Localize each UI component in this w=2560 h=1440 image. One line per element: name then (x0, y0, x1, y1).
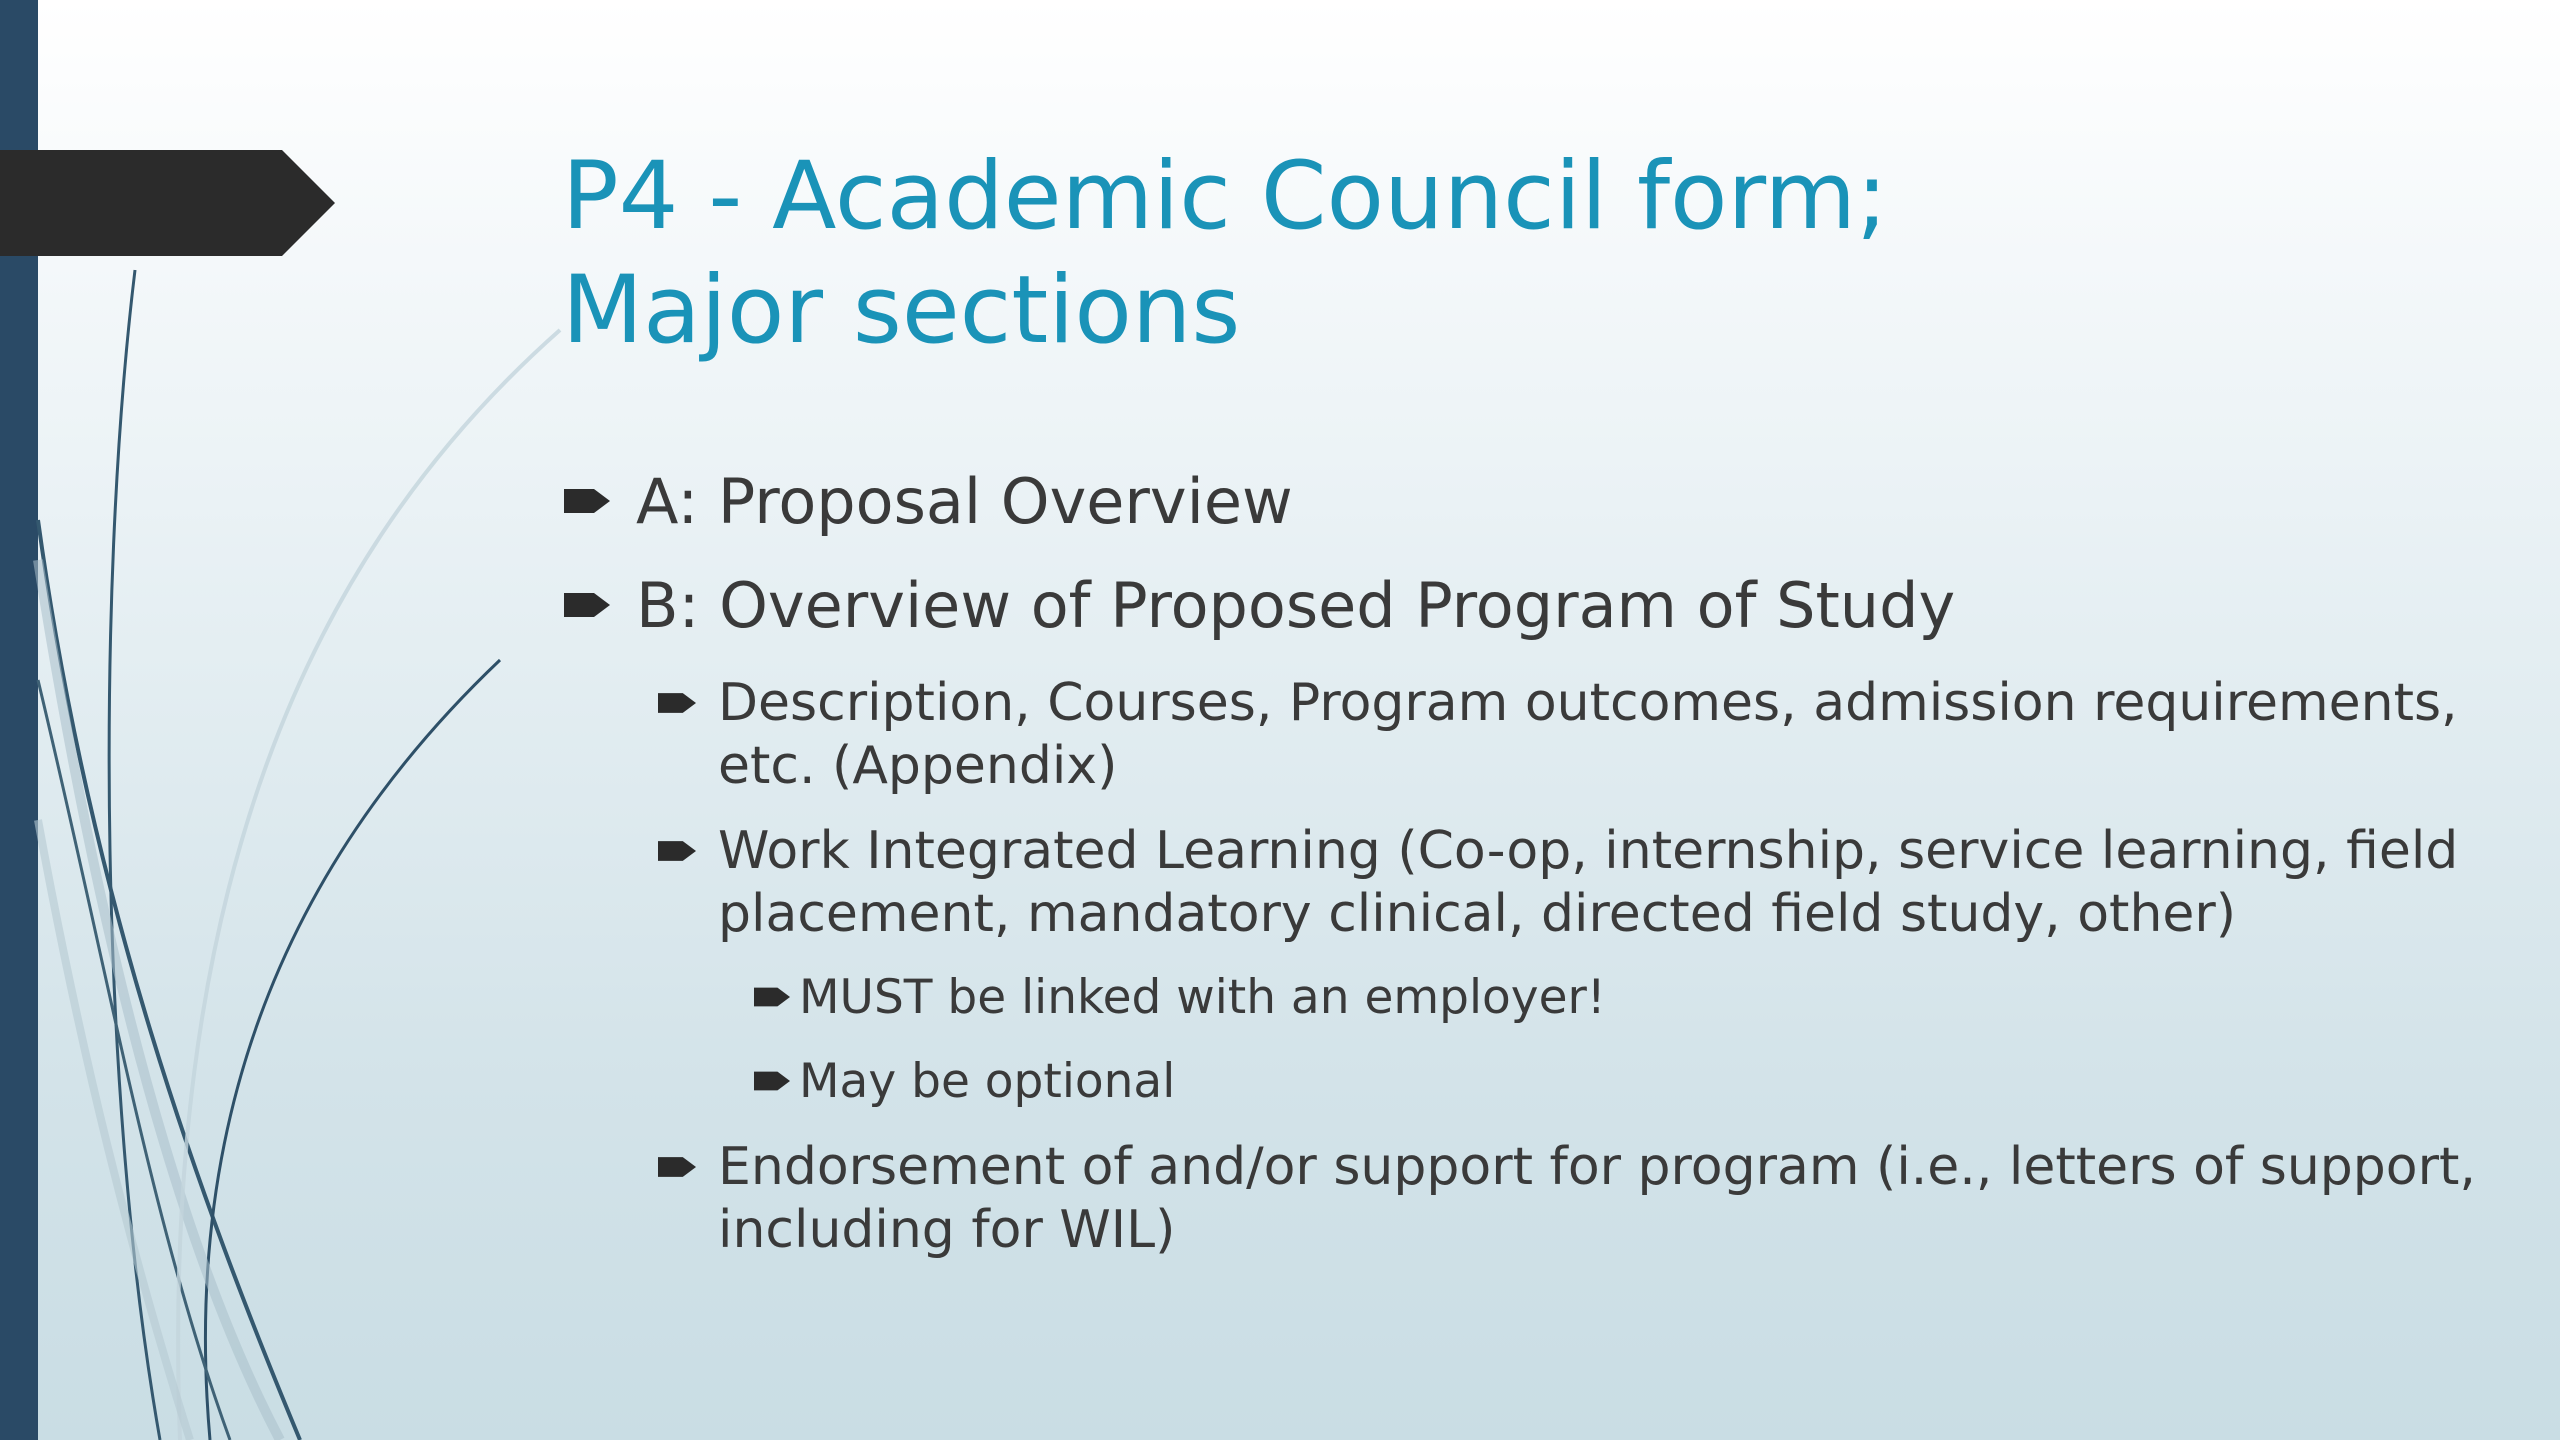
slide-title-line-2: Major sections (562, 256, 1241, 365)
slide-title (562, 140, 2462, 368)
list-item (562, 452, 2552, 552)
list-item (658, 1136, 2552, 1262)
arrow-bullet-icon (564, 486, 610, 516)
slide-title-line-1: P4 - Academic Council form; (562, 142, 1888, 251)
arrow-bullet-icon (754, 1069, 790, 1093)
bullet-list (562, 452, 2552, 1284)
list-item (658, 820, 2552, 946)
list-item (562, 556, 2552, 656)
list-item-text: MUST be linked with an employer! (799, 970, 1606, 1025)
arrow-bullet-icon (658, 838, 696, 864)
arrow-bullet-icon (754, 985, 790, 1009)
arrow-bullet-icon (658, 690, 696, 716)
arrow-bullet-icon (564, 590, 610, 620)
list-item (754, 968, 2552, 1028)
title-arrow-banner (0, 150, 335, 256)
list-item (658, 672, 2552, 798)
list-item-text: A: Proposal Overview (636, 465, 1293, 538)
list-item (754, 1052, 2552, 1112)
arrow-bullet-icon (658, 1154, 696, 1180)
list-item-text: Endorsement of and/or support for program (i.e., letters of support, including for WIL) (718, 1137, 2476, 1260)
list-item-text: May be optional (799, 1054, 1176, 1109)
list-item-text: Description, Courses, Program outcomes, admission requirements, etc. (Appendix) (718, 673, 2458, 796)
list-item-text: Work Integrated Learning (Co-op, internship, service learning, field placement, mandatory clinical, directed field study, other) (718, 821, 2459, 944)
list-item-text: B: Overview of Proposed Program of Study (636, 569, 1956, 642)
